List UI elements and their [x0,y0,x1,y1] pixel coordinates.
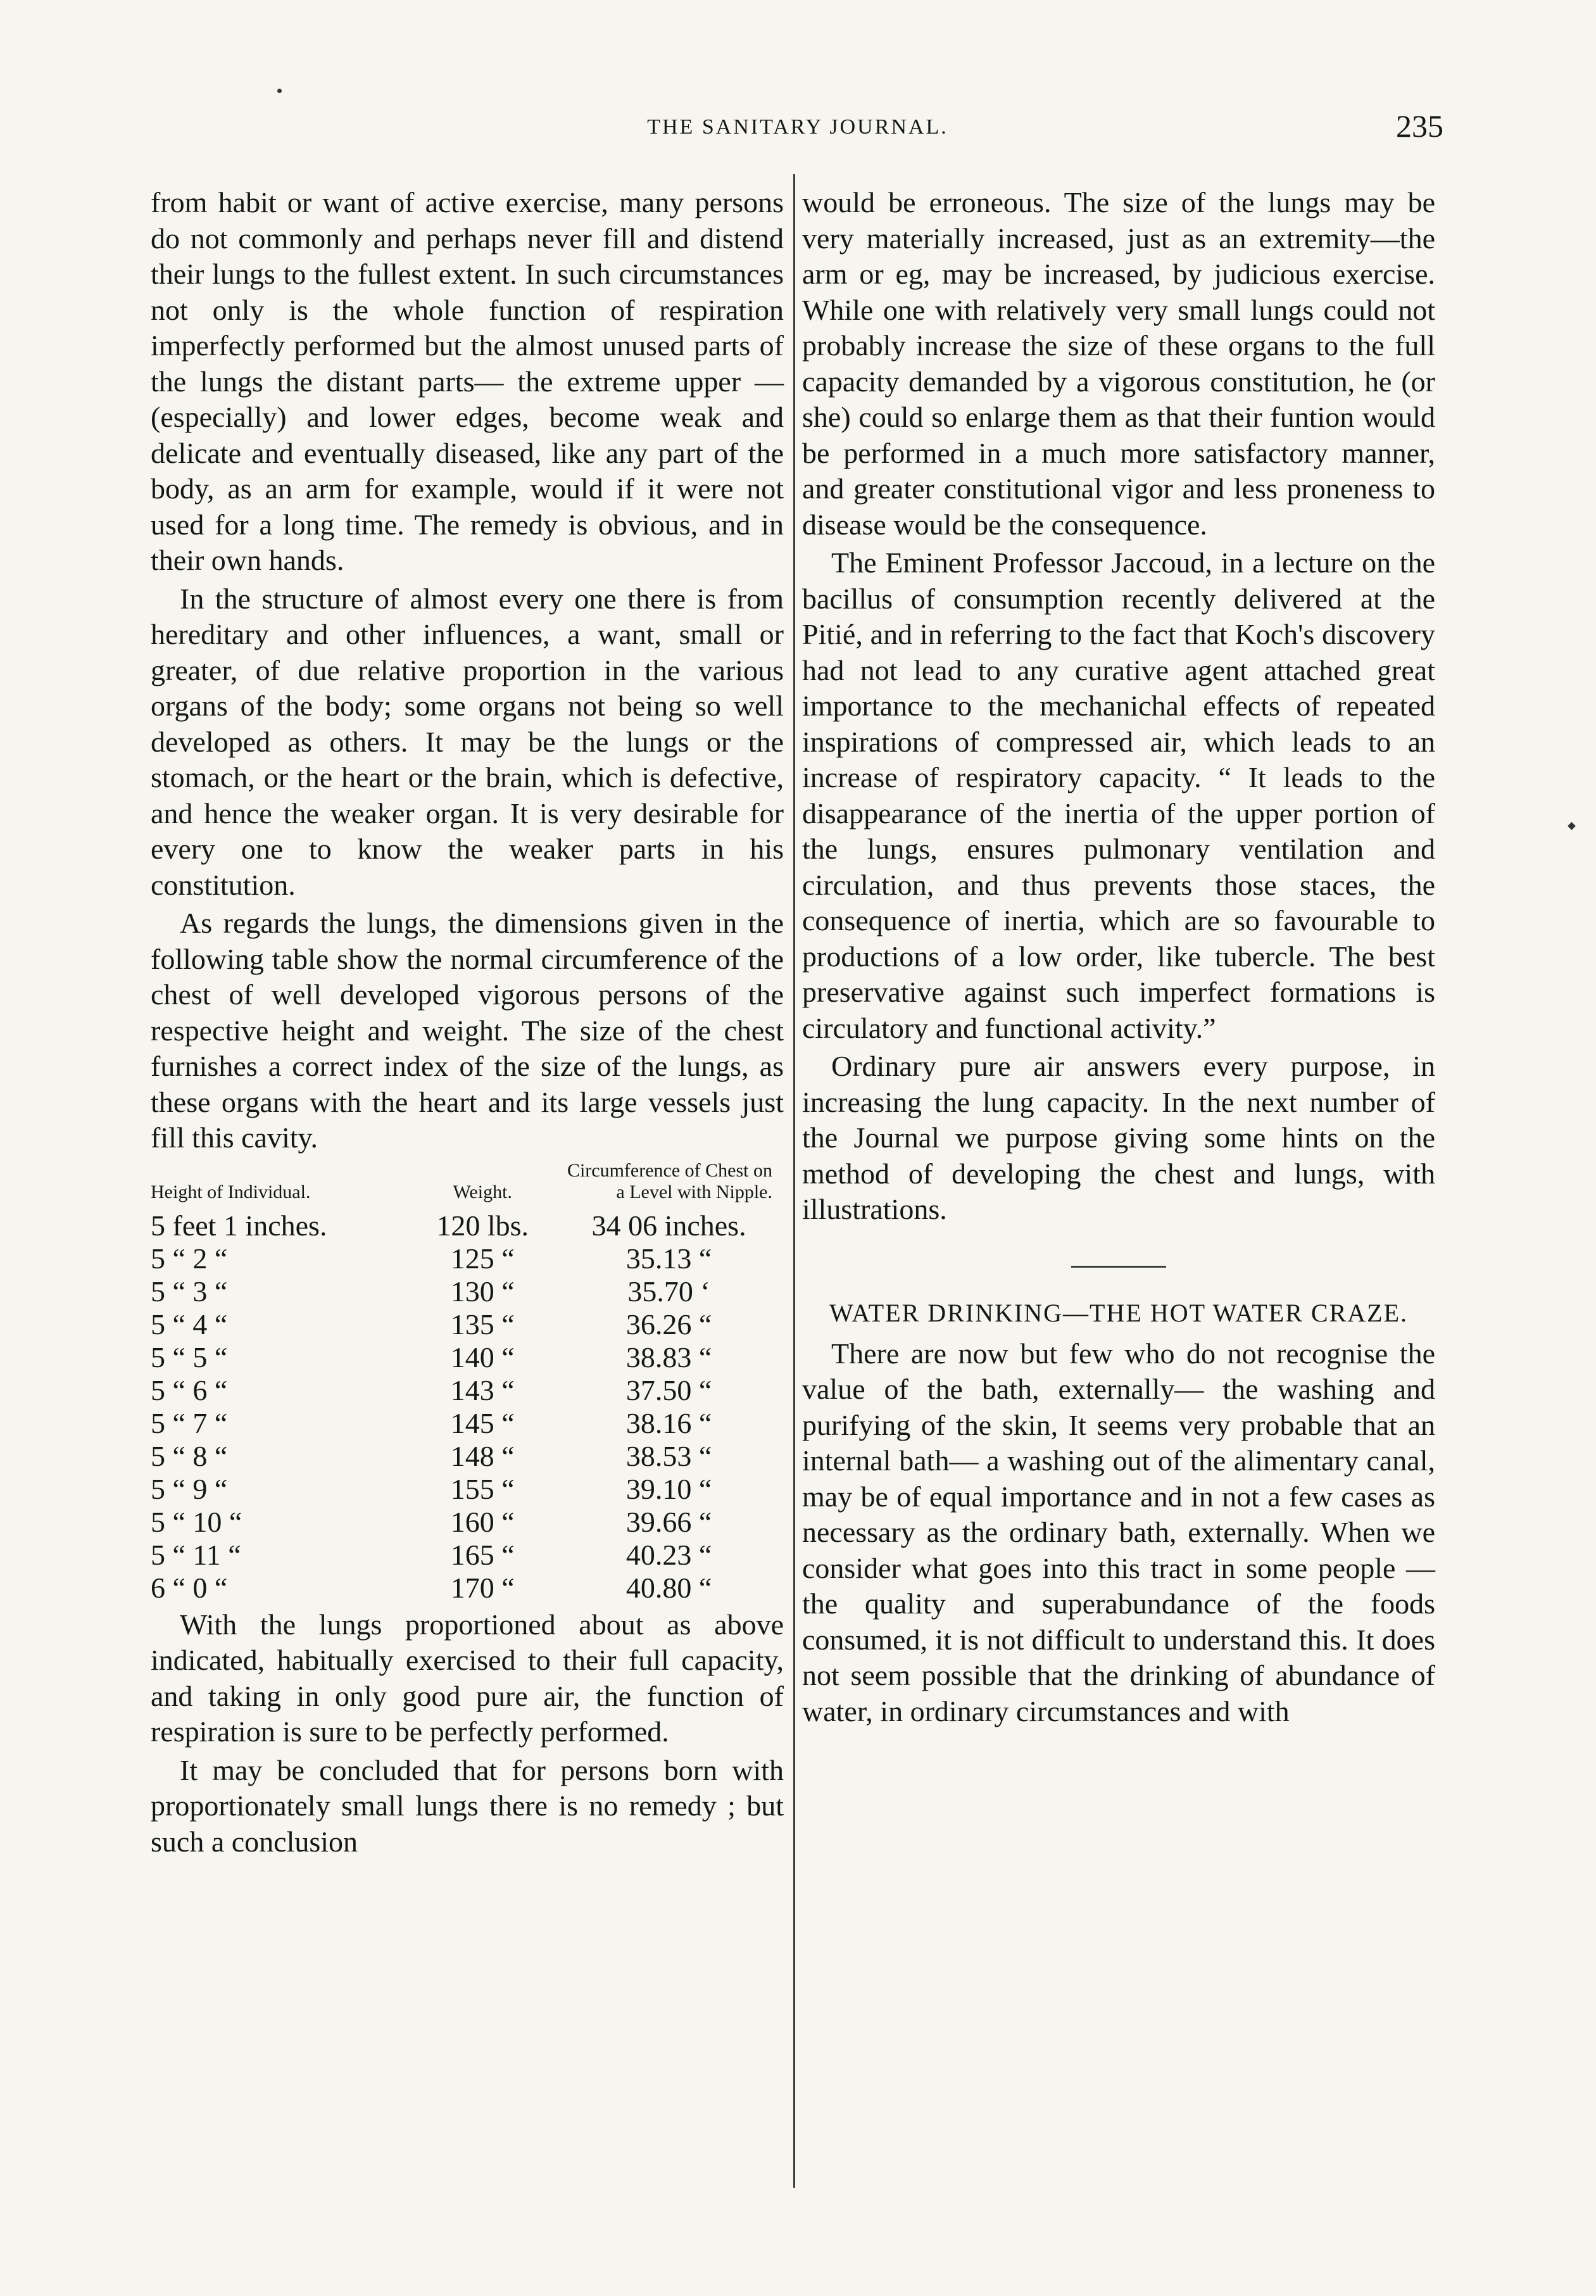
cell-height: 6 “ 0 “ [151,1571,228,1604]
header-circumference: Circumference of Chest on a Level with Nipple. [567,1159,772,1202]
cell-circumference: 40.80 “ [625,1571,712,1604]
cell-circumference: 35.13 “ [625,1242,712,1275]
table-row [151,1572,784,1605]
cell-height: 5 “ 5 “ [151,1340,228,1373]
paragraph: Ordinary pure air answers every purpose, in increasing the lung capacity. In the next number of the Journal we purpose giving some hints on the method of developing the chest and lungs, with illustrations. [802,1050,1435,1225]
paragraph: With the lungs proportioned about as above indicated, habitually exercised to their full capacity, and taking in only good pure air, the function of respiration is sure to be perfectly performed. [151,1608,784,1748]
cell-height: 5 “ 2 “ [151,1242,228,1275]
table-row [151,1341,784,1374]
cell-circumference: 34 06 inches. [591,1209,746,1242]
page-number: 235 [1396,108,1443,144]
cell-weight: 145 “ [450,1406,515,1439]
cell-weight: 125 “ [450,1242,515,1275]
table-row [151,1506,784,1539]
table-header-row [151,1160,784,1209]
paragraph: As regards the lungs, the dimensions given in the following table show the normal circumference of the chest of well developed vigorous persons of the respective height and weight. The size of the chest furnishes a correct index of the size of the lungs, as these organs with the heart and its large vessels just fill this cavity. [151,907,784,1154]
cell-height: 5 “ 10 “ [151,1505,242,1538]
cell-weight: 140 “ [450,1340,515,1373]
cell-circumference: 37.50 “ [625,1373,712,1406]
cell-circumference: 39.66 “ [625,1505,712,1538]
header-weight: Weight. [453,1181,512,1202]
cell-weight: 160 “ [450,1505,515,1538]
cell-height: 5 “ 3 “ [151,1275,228,1308]
cell-height: 5 “ 7 “ [151,1406,228,1439]
section-rule [1071,1266,1166,1268]
cell-circumference: 35.70 ‘ [627,1275,710,1308]
cell-weight: 170 “ [450,1571,515,1604]
cell-weight: 155 “ [450,1472,515,1505]
cell-circumference: 38.16 “ [625,1406,712,1439]
table-row [151,1539,784,1572]
paragraph: from habit or want of active exercise, many persons do not commonly and perhaps never fill and distend their lungs to the fullest extent. In such circumstances not only is the whole function of respiration imperfectly performed but the almost unused parts of the lungs the distant parts— the extreme upper —(especially) and lower edges, become weak and delicate and eventually diseased, like any part of the body, as an arm for example, would if it were not used for a long time. The remedy is obvious, and in their own hands. [151,186,784,576]
header-height: Height of Individual. [151,1181,311,1202]
table-row [151,1407,784,1440]
right-column [802,185,1435,1729]
table-row [151,1440,784,1473]
running-head: THE SANITARY JOURNAL. [647,115,948,139]
cell-circumference: 38.83 “ [625,1340,712,1373]
table-row [151,1473,784,1506]
table-row [151,1374,784,1407]
paragraph: There are now but few who do not recognise the value of the bath, externally— the washing and purifying of the skin, It seems very probable that an internal bath— a washing out of the alimentary canal, may be of equal importance and in not a few cases as necessary as the ordinary bath, externally. When we consider what goes into this tract in some people —the quality and superabundance of the foods consumed, it is not difficult to understand this. It does not seem possible that the drinking of abundance of water, in ordinary circumstances and with [802,1337,1435,1727]
cell-circumference: 38.53 “ [625,1439,712,1472]
table-row [151,1242,784,1275]
paragraph: It may be concluded that for persons born with proportionately small lungs there is no remedy ; but such a conclusion [151,1753,784,1858]
column-divider [793,174,795,2188]
paragraph: The Eminent Professor Jaccoud, in a lecture on the bacillus of consumption recently delivered at the Pitié, and in referring to the fact that Koch's discovery had not lead to any curative agent attached great importance to the mechanichal effects of repeated inspirations of compressed air, which leads to an increase of respiratory capacity. “ It leads to the disappearance of the inertia of the upper portion of the lungs, ensures pulmonary ventilation and circulation, and thus prevents those staces, the consequence of inertia, which are so favourable to productions of a low order, like tubercle. The best preservative against such imperfect formations is circulatory and functional activity.” [802,546,1435,1044]
cell-height: 5 feet 1 inches. [151,1209,327,1242]
cell-height: 5 “ 11 “ [151,1538,241,1571]
cell-circumference: 36.26 “ [625,1308,712,1340]
left-column [151,185,784,1860]
ink-speck [1568,822,1576,830]
cell-weight: 165 “ [450,1538,515,1571]
article-title: WATER DRINKING—THE HOT WATER CRAZE. [829,1298,1409,1327]
table-row [151,1209,784,1242]
table-row [151,1308,784,1341]
chest-measurement-table [151,1160,784,1605]
cell-weight: 120 lbs. [436,1209,529,1242]
table-row [151,1275,784,1308]
cell-circumference: 40.23 “ [625,1538,712,1571]
cell-circumference: 39.10 “ [625,1472,712,1505]
cell-height: 5 “ 4 “ [151,1308,228,1340]
cell-height: 5 “ 8 “ [151,1439,228,1472]
cell-weight: 135 “ [450,1308,515,1340]
cell-height: 5 “ 6 “ [151,1373,228,1406]
paragraph: would be erroneous. The size of the lungs may be very materially increased, just as an extremity—the arm or eg, may be increased, by judicious exercise. While one with relatively very small lungs could not probably increase the size of these organs to the full capacity demanded by a vigorous constitution, he (or she) could so enlarge them as that their funtion would be performed in a much more satisfactory manner, and greater constitutional vigor and less proneness to disease would be the consequence. [802,186,1435,541]
cell-weight: 143 “ [450,1373,515,1406]
cell-height: 5 “ 9 “ [151,1472,228,1505]
paragraph: In the structure of almost every one there is from hereditary and other influences, a want, small or greater, of due relative proportion in the various organs of the body; some organs not being so well developed as others. It may be the lungs or the stomach, or the heart or the brain, which is defective, and hence the weaker organ. It is very desirable for every one to know the weaker parts in his constitution. [151,582,784,901]
cell-weight: 130 “ [450,1275,515,1308]
ink-speck [277,89,282,93]
cell-weight: 148 “ [450,1439,515,1472]
